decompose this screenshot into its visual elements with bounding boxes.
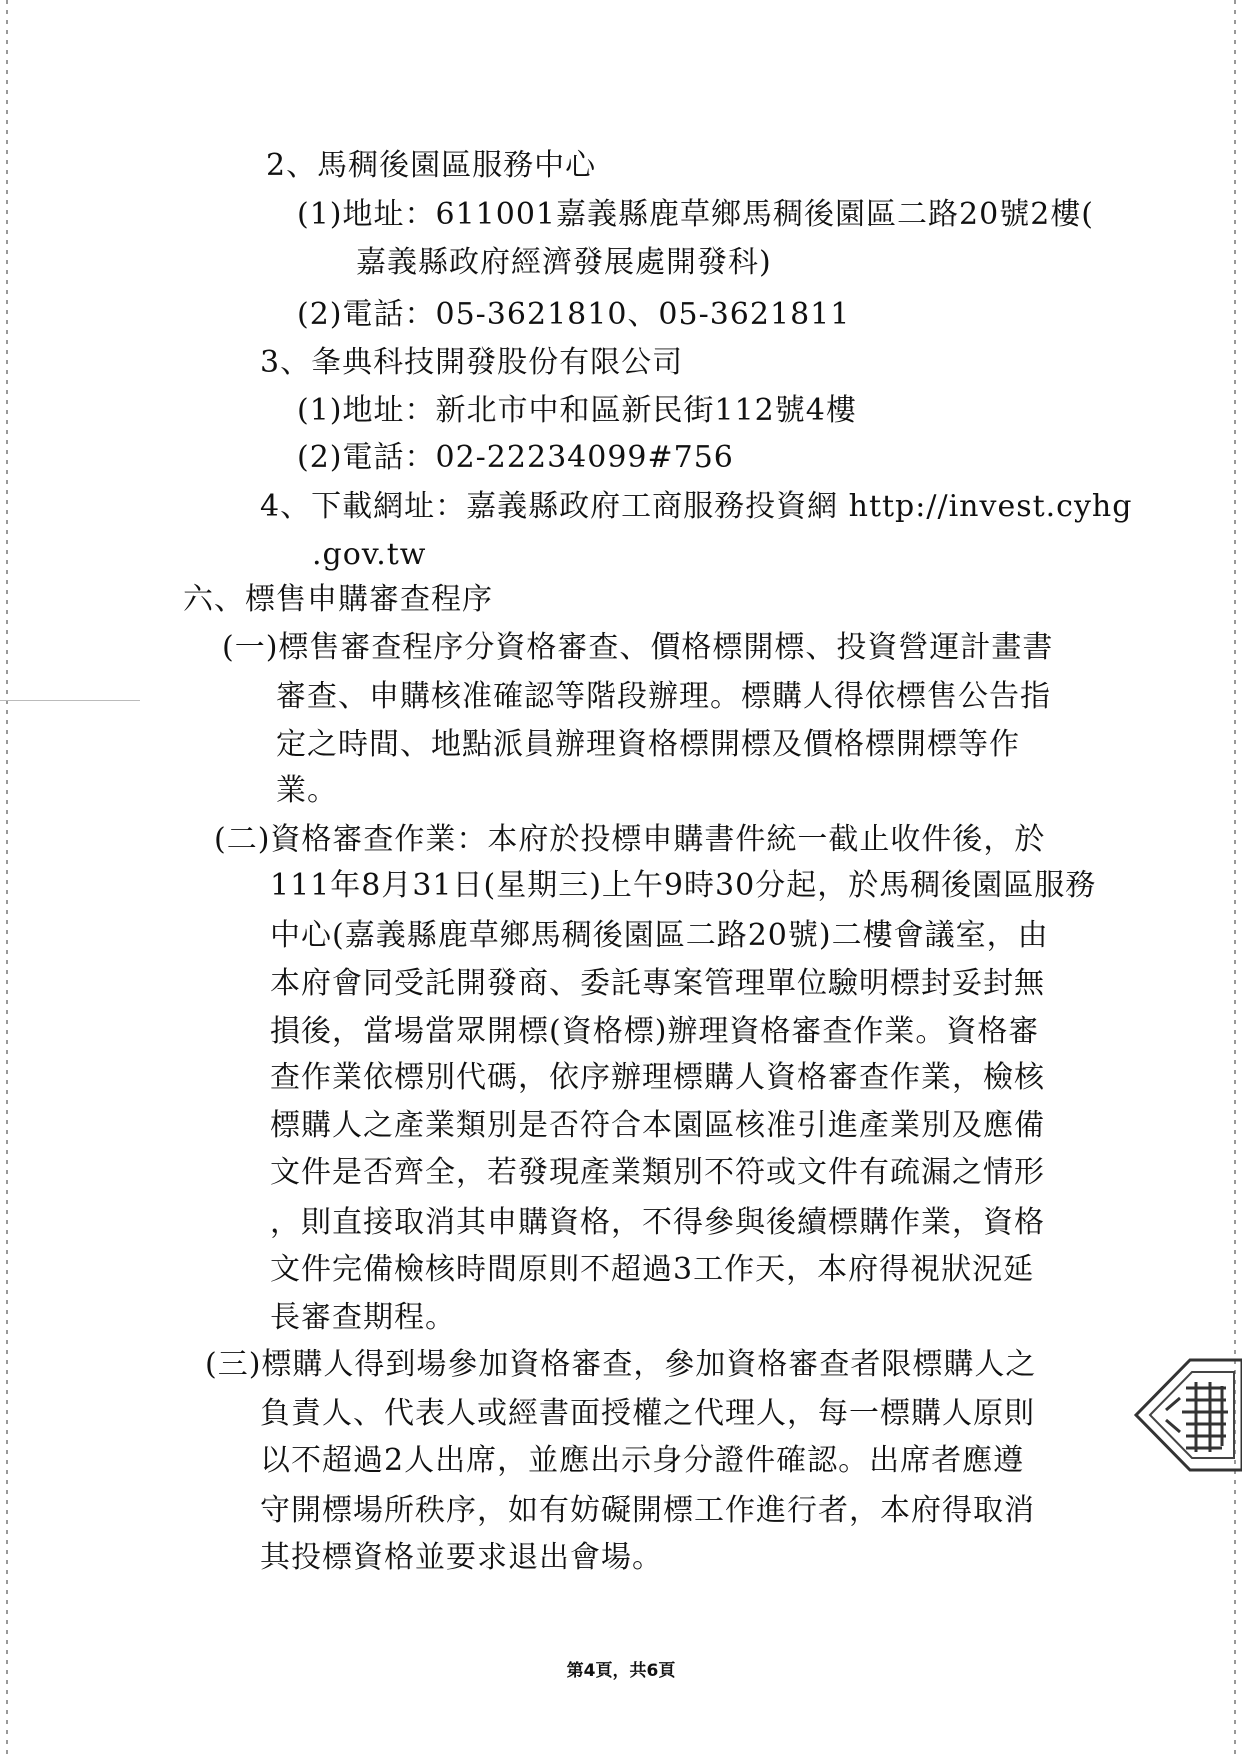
contact-item-2-address-cont: 嘉義縣政府經濟發展處開發科) bbox=[356, 245, 772, 280]
para-3-line-2: 負責人、代表人或經書面授權之代理人，每一標購人原則 bbox=[260, 1396, 1035, 1431]
para-2-line-2: 111年8月31日(星期三)上午9時30分起，於馬稠後園區服務 bbox=[270, 868, 1097, 903]
para-2-line-10: 文件完備檢核時間原則不超過3工作天，本府得視狀況延 bbox=[270, 1252, 1035, 1287]
scan-mark bbox=[0, 700, 140, 701]
para-1-line-1: (一)標售審查程序分資格審查、價格標開標、投資營運計畫書 bbox=[222, 630, 1054, 665]
scan-right-edge bbox=[1234, 0, 1236, 1754]
para-3-line-4: 守開標場所秩序，如有妨礙開標工作進行者，本府得取消 bbox=[260, 1493, 1035, 1528]
section-6-heading: 六、標售申購審查程序 bbox=[183, 582, 493, 617]
para-3-line-3: 以不超過2人出席，並應出示身分證件確認。出席者應遵 bbox=[260, 1443, 1025, 1478]
para-2-line-6: 查作業依標別代碼，依序辦理標購人資格審查作業，檢核 bbox=[270, 1060, 1045, 1095]
para-2-line-11: 長審查期程。 bbox=[270, 1300, 456, 1335]
download-url-cont: .gov.tw bbox=[312, 537, 427, 572]
seal-stamp bbox=[1126, 1350, 1242, 1480]
contact-item-3-title: 3、夆典科技開發股份有限公司 bbox=[260, 345, 684, 380]
para-3-line-5: 其投標資格並要求退出會場。 bbox=[260, 1540, 663, 1575]
para-2-line-3: 中心(嘉義縣鹿草鄉馬稠後園區二路20號)二樓會議室，由 bbox=[270, 918, 1049, 953]
para-2-line-7: 標購人之產業類別是否符合本園區核准引進產業別及應備 bbox=[270, 1108, 1045, 1143]
para-2-line-5: 損後，當場當眾開標(資格標)辦理資格審查作業。資格審 bbox=[270, 1014, 1040, 1049]
para-2-line-4: 本府會同受託開發商、委託專案管理單位驗明標封妥封無 bbox=[270, 966, 1045, 1001]
page-number: 第4頁，共6頁 bbox=[566, 1661, 676, 1681]
para-1-line-3: 定之時間、地點派員辦理資格標開標及價格標開標等作 bbox=[276, 727, 1020, 762]
para-2-line-1: (二)資格審查作業：本府於投標申購書件統一截止收件後，於 bbox=[214, 822, 1046, 857]
contact-item-3-phone: (2)電話：02-22234099#756 bbox=[297, 440, 734, 475]
contact-item-2-address: (1)地址：611001嘉義縣鹿草鄉馬稠後園區二路20號2樓( bbox=[297, 197, 1094, 232]
para-3-line-1: (三)標購人得到場參加資格審查，參加資格審查者限標購人之 bbox=[205, 1347, 1037, 1382]
download-url: 4、下載網址：嘉義縣政府工商服務投資網 http://invest.cyhg bbox=[260, 489, 1133, 524]
contact-item-2-title: 2、馬稠後園區服務中心 bbox=[266, 148, 597, 183]
contact-item-3-address: (1)地址：新北市中和區新民街112號4樓 bbox=[297, 393, 857, 428]
para-1-line-2: 審查、申購核准確認等階段辦理。標購人得依標售公告指 bbox=[276, 679, 1051, 714]
scan-left-edge bbox=[6, 0, 8, 1754]
para-2-line-8: 文件是否齊全，若發現產業類別不符或文件有疏漏之情形 bbox=[270, 1155, 1045, 1190]
para-1-line-4: 業。 bbox=[276, 773, 338, 808]
para-2-line-9: ，則直接取消其申購資格，不得參與後續標購作業，資格 bbox=[270, 1205, 1045, 1240]
contact-item-2-phone: (2)電話：05-3621810、05-3621811 bbox=[297, 297, 851, 332]
